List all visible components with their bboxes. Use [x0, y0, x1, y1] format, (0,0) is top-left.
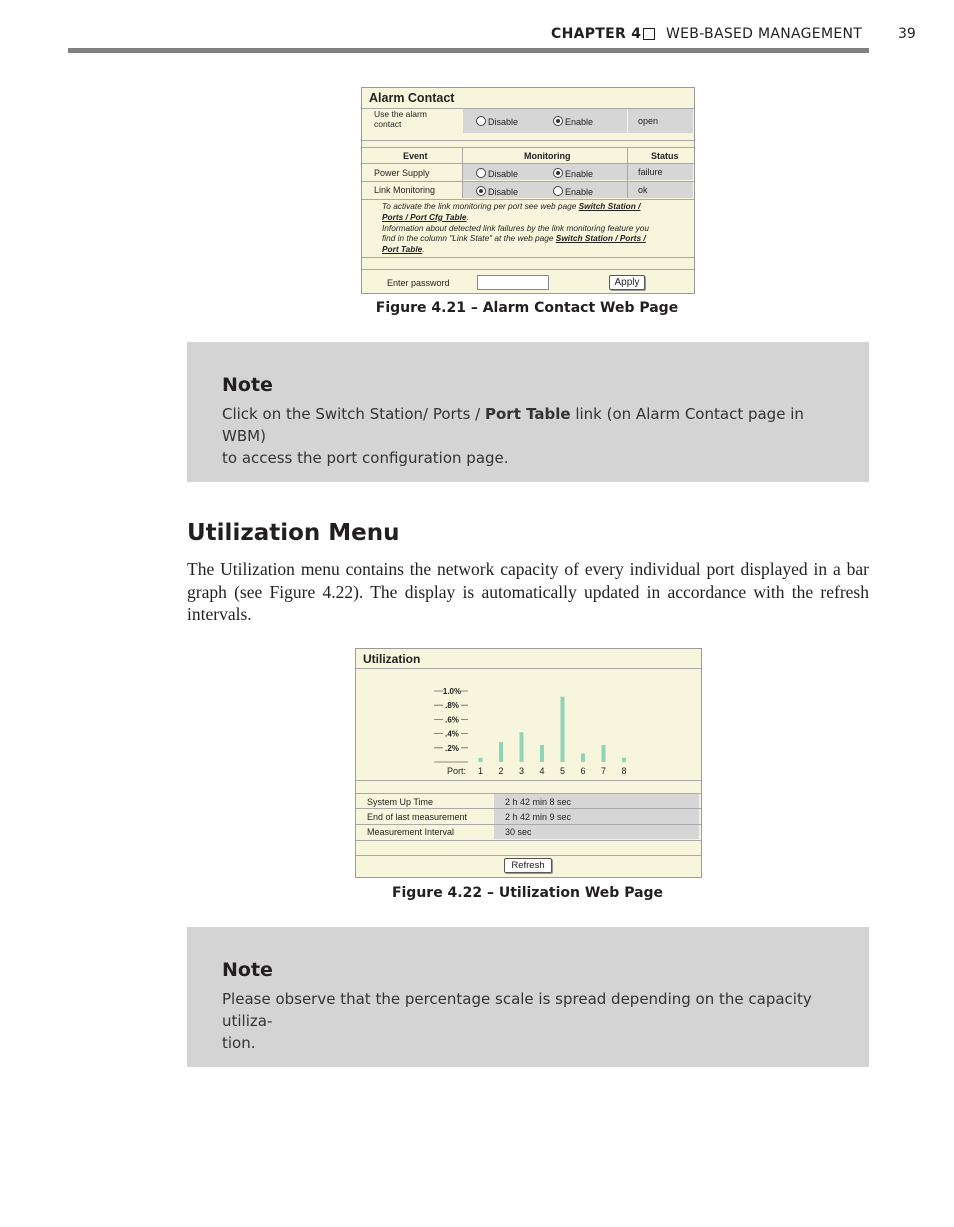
- y-tick-label: .8%: [445, 701, 459, 711]
- bar-port-4: [540, 745, 544, 762]
- alarm-contact-screenshot: [361, 87, 695, 294]
- divider: [356, 780, 701, 781]
- figure-4-21-caption: Figure 4.21 – Alarm Contact Web Page: [375, 300, 679, 316]
- figure-4-22-caption: Figure 4.22 – Utilization Web Page: [391, 885, 664, 901]
- radio-unchecked-icon: [476, 116, 486, 126]
- note-box-2: [187, 927, 869, 1067]
- radio-checked-icon: [553, 116, 563, 126]
- bar-port-8: [622, 758, 626, 762]
- divider: [362, 147, 694, 148]
- password-label: Enter password: [387, 278, 450, 288]
- use-alarm-enable-radio[interactable]: Enable: [553, 116, 593, 127]
- note-heading: Note: [222, 374, 273, 396]
- divider: [362, 269, 694, 270]
- note-text: Please observe that the percentage scale is spread depending on the capacity utiliza- tion.: [222, 990, 812, 1052]
- divider: [356, 840, 701, 841]
- alarm-status: open: [638, 116, 659, 126]
- event-link-monitoring: Link Monitoring: [374, 185, 436, 195]
- event-power-supply: Power Supply: [374, 168, 430, 178]
- x-axis-label: Port:: [447, 766, 467, 776]
- note-box-1: [187, 342, 869, 482]
- bar-port-5: [561, 697, 565, 762]
- use-alarm-label: Use the alarm contact: [374, 109, 427, 129]
- link-monitoring-enable-radio[interactable]: Enable: [553, 186, 593, 197]
- section-paragraph: The Utilization menu contains the network capacity of every individual port displayed in a bar graph (see Figure 4.22). The display is automatically updated in accordance with the refresh intervals.: [187, 559, 869, 624]
- apply-button[interactable]: Apply: [609, 275, 645, 290]
- utilization-title: Utilization: [363, 652, 421, 666]
- col-event: Event: [403, 151, 428, 161]
- system-up-time-label: System Up Time: [367, 797, 434, 807]
- link-port-table[interactable]: Port Table: [382, 244, 423, 255]
- utilization-bar-chart: [356, 669, 701, 779]
- radio-unchecked-icon: [476, 168, 486, 178]
- measurement-interval-value: 30 sec: [505, 827, 532, 837]
- system-up-time-value: 2 h 42 min 8 sec: [505, 797, 572, 807]
- utilization-screenshot: [355, 648, 702, 878]
- divider: [356, 824, 701, 825]
- running-header: [0, 26, 954, 46]
- link-ports-cfg-table[interactable]: Ports / Port Cfg Table: [382, 211, 467, 222]
- radio-unchecked-icon: [553, 186, 563, 196]
- x-tick-label: 8: [621, 766, 627, 776]
- x-tick-label: 6: [580, 766, 586, 776]
- x-tick-label: 1: [477, 766, 484, 776]
- chapter-title: WEB-BASED MANAGEMENT: [666, 26, 863, 42]
- divider: [356, 855, 701, 856]
- divider: [362, 140, 694, 141]
- password-input[interactable]: [477, 275, 549, 290]
- y-tick-label: .4%: [445, 729, 459, 739]
- link-monitoring-disable-radio[interactable]: Disable: [476, 186, 518, 197]
- link-switch-station-ports[interactable]: Switch Station / Ports /: [555, 233, 646, 244]
- col-status: Status: [651, 151, 679, 161]
- power-supply-disable-radio[interactable]: Disable: [476, 168, 518, 179]
- note-text: Click on the Switch Station/ Ports / Port Table link (on Alarm Contact page in WBM) to access the port configuration page.: [222, 405, 804, 467]
- divider: [362, 257, 694, 258]
- link-monitoring-status: ok: [638, 185, 648, 195]
- col-monitoring: Monitoring: [524, 151, 571, 161]
- bar-port-1: [479, 758, 483, 762]
- info-text: To activate the link monitoring per port see web page Switch Station / Ports / Port Cfg Table. Information about detected link failures by the link monitoring feature you find in the column "Link State" at the web page Switch Station / Ports / Port Table.: [382, 201, 650, 255]
- use-alarm-disable-radio[interactable]: Disable: [476, 116, 518, 127]
- divider: [362, 199, 694, 200]
- note-heading: Note: [222, 959, 273, 981]
- x-tick-label: 2: [498, 766, 504, 776]
- end-last-measurement-label: End of last measurement: [367, 812, 468, 822]
- x-tick-label: 4: [539, 766, 545, 776]
- measurement-interval-label: Measurement Interval: [367, 827, 455, 837]
- end-last-measurement-value: 2 h 42 min 9 sec: [505, 812, 572, 822]
- section-heading: Utilization Menu: [187, 520, 400, 546]
- x-tick-label: 5: [559, 766, 566, 776]
- header-rule: [68, 48, 869, 53]
- y-tick-label: .6%: [445, 715, 459, 725]
- power-supply-status: failure: [638, 167, 663, 177]
- y-tick-label: 1.0%: [442, 687, 462, 696]
- x-tick-label: 7: [600, 766, 607, 776]
- power-supply-enable-radio[interactable]: Enable: [553, 168, 593, 179]
- divider: [356, 808, 701, 809]
- link-switch-station[interactable]: Switch Station /: [578, 201, 641, 211]
- radio-checked-icon: [553, 168, 563, 178]
- checkbox-glyph-icon: [643, 28, 655, 40]
- alarm-contact-title: Alarm Contact: [369, 91, 455, 105]
- bar-port-2: [499, 742, 503, 762]
- x-tick-label: 3: [518, 766, 525, 776]
- bar-port-7: [602, 745, 606, 762]
- chapter-label: CHAPTER 4: [551, 26, 642, 42]
- refresh-button[interactable]: Refresh: [504, 858, 552, 873]
- radio-checked-icon: [476, 186, 486, 196]
- bar-port-6: [581, 753, 585, 762]
- y-tick-label: .2%: [445, 743, 459, 753]
- bar-port-3: [520, 732, 524, 762]
- page-number: 39: [898, 26, 916, 42]
